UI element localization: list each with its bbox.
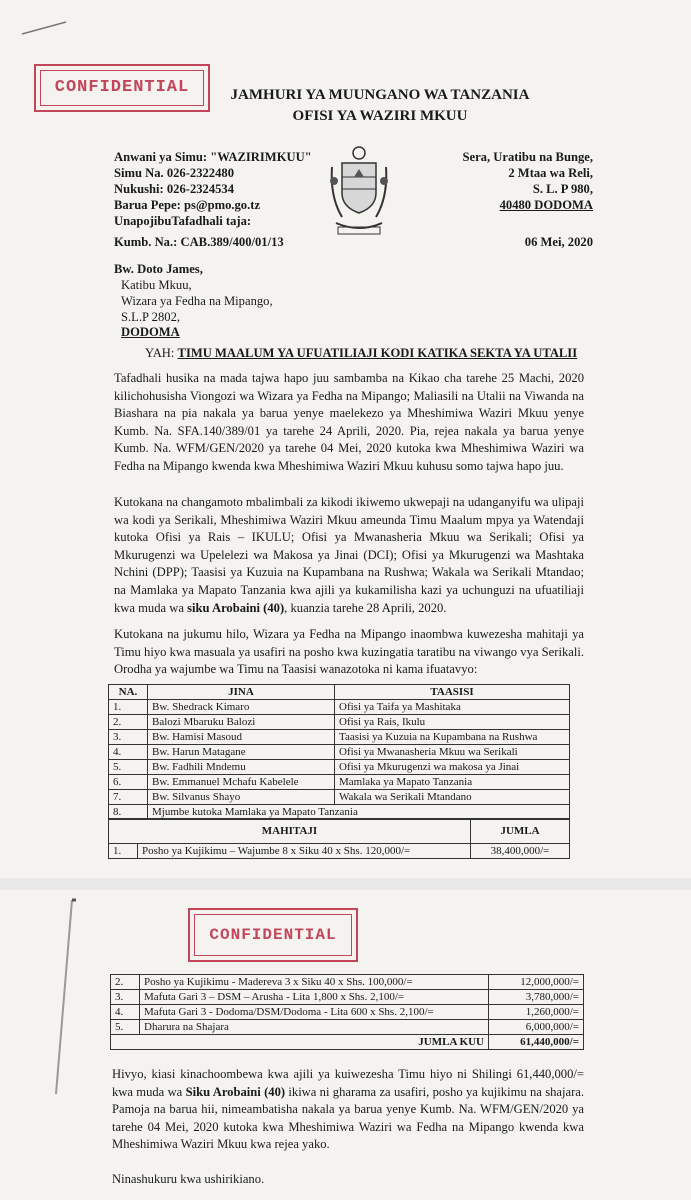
table-cell: 7.	[109, 790, 148, 805]
letter-date: 06 Mei, 2020	[524, 235, 593, 249]
table-cell: Mamlaka ya Mapato Tanzania	[335, 775, 570, 790]
paragraph-4-bold: Siku Arobaini (40)	[185, 1084, 286, 1099]
paragraph-4-start: Hivyo, kiasi kinachoombewa kwa ajili ya kuiwezesha Timu hiyo ni Shilingi 61,440,000/= kwa muda wa	[112, 1067, 584, 1099]
table-cell: Bw. Harun Matagane	[148, 745, 335, 760]
table-row	[109, 760, 570, 775]
letter-page-2	[0, 890, 691, 1200]
table-header: JUMLA	[471, 819, 570, 844]
paragraph-1: Tafadhali husika na mada tajwa hapo juu sambamba na Kikao cha tarehe 25 Machi, 2020 kilichohusisha Viongozi wa Wizara ya Fedha na Mipango; Maliasili na Utalii na Viwanda na Biashara na pia nakala ya barua yenye maelekezo ya Mheshimiwa Waziri Mkuu yenye Kumb. Na. SFA.140/389/01 ya tarehe 24 Aprili, 2020. Pia, rejea nakala ya barua yenye Kumb. Na. WFM/GEN/2020 ya tarehe 04 Mei, 2020 kutoka kwa Mheshimiwa Waziri wa Fedha na Mipango kwenda kwa Mheshimiwa Waziri Mkuu kuhusu somo tajwa hapo juu.	[114, 371, 584, 473]
table-cell: Mafuta Gari 3 – DSM – Arusha - Lita 1,800 x Shs. 2,100/=	[140, 990, 489, 1005]
table-cell: Mafuta Gari 3 - Dodoma/DSM/Dodoma - Lita 600 x Shs. 2,100/=	[140, 1005, 489, 1020]
paragraph-4-end: ikiwa ni gharama za usafiri, posho ya kujikimu na shajara. Pamoja na barua hii, nimeambatisha nakala ya barua yenye Kumb. Na. WFM/GEN/2020 ya tarehe 04 Mei, 2020 kutoka kwa Mheshimiwa Waziri wa Fedha na Mipango kwenda kwa Mheshimiwa Waziri Mkuu kwa rejea yako.	[112, 1084, 584, 1152]
table-cell: Ofisi ya Mwanasheria Mkuu wa Serikali	[335, 745, 570, 760]
contact-telegram: Anwani ya Simu: "WAZIRIMKUU"	[114, 150, 312, 164]
table-cell: Bw. Emmanuel Mchafu Kabelele	[148, 775, 335, 790]
table-row	[111, 990, 584, 1005]
addressee-ministry: Wizara ya Fedha na Mipango,	[121, 294, 273, 308]
coat-of-arms-icon	[328, 143, 390, 239]
contact-phone: Simu Na. 026-2322480	[114, 166, 234, 180]
contact-email: Barua Pepe: ps@pmo.go.tz	[114, 198, 261, 212]
table-cell: Ofisi ya Taifa ya Mashitaka	[335, 700, 570, 715]
total-label: JUMLA KUU	[111, 1035, 489, 1050]
paragraph-4	[112, 1066, 584, 1154]
table-row	[111, 1005, 584, 1020]
table-row	[109, 745, 570, 760]
table-cell: Bw. Shedrack Kimaro	[148, 700, 335, 715]
total-value: 61,440,000/=	[489, 1035, 584, 1050]
table-row	[109, 700, 570, 715]
table-row	[111, 975, 584, 990]
table-cell: Posho ya Kujikimu – Wajumbe 8 x Siku 40 x Shs. 120,000/=	[138, 844, 471, 859]
subject-line	[145, 346, 577, 361]
paragraph-2	[114, 494, 584, 617]
table-row	[109, 730, 570, 745]
needs-table	[108, 818, 570, 859]
confidential-stamp: CONFIDENTIAL	[188, 908, 358, 962]
addressee-title: Katibu Mkuu,	[121, 278, 192, 292]
table-cell: 4.	[111, 1005, 140, 1020]
table-header-row	[109, 685, 570, 700]
address-dept: Sera, Uratibu na Bunge,	[462, 150, 593, 164]
table-cell: Balozi Mbaruku Balozi	[148, 715, 335, 730]
page-gap	[0, 878, 691, 890]
table-cell: Bw. Silvanus Shayo	[148, 790, 335, 805]
pen-icon	[50, 898, 80, 1098]
table-cell: 2.	[109, 715, 148, 730]
contact-fax: Nukushi: 026-2324534	[114, 182, 235, 196]
table-cell: Dharura na Shajara	[140, 1020, 489, 1035]
table-total-row	[111, 1035, 584, 1050]
table-cell: Bw. Fadhili Mndemu	[148, 760, 335, 775]
table-cell: Posho ya Kujikimu - Madereva 3 x Siku 40 x Shs. 100,000/=	[140, 975, 489, 990]
header-republic: JAMHURI YA MUUNGANO WA TANZANIA	[230, 87, 530, 103]
table-cell: Ofisi ya Rais, Ikulu	[335, 715, 570, 730]
reference-number: Kumb. Na.: CAB.389/400/01/13	[114, 235, 284, 249]
table-cell: 3,780,000/=	[489, 990, 584, 1005]
table-row	[109, 715, 570, 730]
table-header: MAHITAJI	[109, 819, 471, 844]
address-city: 40480 DODOMA	[499, 198, 593, 212]
table-cell: 8.	[109, 805, 148, 820]
table-cell: 6,000,000/=	[489, 1020, 584, 1035]
table-cell: 1.	[109, 700, 148, 715]
header-office: OFISI YA WAZIRI MKUU	[292, 108, 468, 124]
table-header-row	[109, 819, 570, 844]
table-cell: Taasisi ya Kuzuia na Kupambana na Rushwa	[335, 730, 570, 745]
table-cell: Bw. Hamisi Masoud	[148, 730, 335, 745]
addressee-city: DODOMA	[121, 325, 180, 339]
table-cell: 12,000,000/=	[489, 975, 584, 990]
table-cell: 2.	[111, 975, 140, 990]
table-cell: 38,400,000/=	[471, 844, 570, 859]
needs-table-continued	[110, 974, 584, 1050]
paragraph-2-text: Kutokana na changamoto mbalimbali za kikodi ikiwemo ukwepaji na udanganyifu wa ulipaji wa kodi ya Serikali, Mheshimiwa Waziri Mkuu ameunda Timu Maalum mpya ya Watendaji kutoka Ofisi ya Rais – IKULU; Ofisi ya Mwanasheria Mkuu wa Serikali; Ofisi ya Mkurugenzi wa Upelelezi wa Makosa ya Jinai (DCI); Ofisi ya Mkurugenzi wa Mashtaka Nchini (DPP); Taasisi ya Kuzuia na Kupambana na Rushwa; Wakala wa Serikali Mtandao; na Mamlaka ya Mapato Tanzania kwa ajili ya kukamilisha kazi ya uchunguzi na ufuatiliaji kwa muda wa	[114, 495, 584, 615]
confidential-stamp: CONFIDENTIAL	[34, 64, 210, 112]
table-cell: 4.	[109, 745, 148, 760]
table-cell: 1.	[109, 844, 138, 859]
table-header: NA.	[109, 685, 148, 700]
table-row	[109, 790, 570, 805]
table-cell: 1,260,000/=	[489, 1005, 584, 1020]
table-cell: 6.	[109, 775, 148, 790]
table-row	[109, 775, 570, 790]
addressee-pobox: S.L.P 2802,	[121, 310, 181, 324]
pen-mark-icon	[20, 18, 70, 38]
addressee-name: Bw. Doto James,	[114, 262, 203, 276]
table-cell: 3.	[111, 990, 140, 1005]
paragraph-2-end: , kuanzia tarehe 28 Aprili, 2020.	[284, 600, 447, 615]
address-pobox: S. L. P 980,	[532, 182, 593, 196]
paragraph-2-bold: siku Arobaini (40)	[187, 600, 285, 615]
contact-reply-note: UnapojibuTafadhali taja:	[114, 214, 252, 228]
subject-text: TIMU MAALUM YA UFUATILIAJI KODI KATIKA SEKTA YA UTALII	[177, 346, 578, 360]
table-cell: 5.	[111, 1020, 140, 1035]
subject-prefix: YAH:	[145, 346, 178, 360]
table-cell: Ofisi ya Mkurugenzi wa makosa ya Jinai	[335, 760, 570, 775]
table-header: JINA	[148, 685, 335, 700]
table-cell: 5.	[109, 760, 148, 775]
table-cell: Mjumbe kutoka Mamlaka ya Mapato Tanzania	[148, 805, 570, 820]
paragraph-3: Kutokana na jukumu hilo, Wizara ya Fedha na Mipango inaombwa kuwezesha mahitaji ya Timu hiyo kwa masuala ya usafiri na posho kwa kuzingatia taratibu na viwango vya Serikali. Orodha ya wajumbe wa Timu na Taasisi wanazotoka ni kama ifuatavyo:	[114, 627, 584, 677]
table-cell: Wakala wa Serikali Mtandano	[335, 790, 570, 805]
members-table	[108, 684, 570, 820]
table-header: TAASISI	[335, 685, 570, 700]
table-cell: 3.	[109, 730, 148, 745]
closing-line: Ninashukuru kwa ushirikiano.	[112, 1172, 265, 1186]
table-row	[109, 844, 570, 859]
table-row	[111, 1020, 584, 1035]
address-street: 2 Mtaa wa Reli,	[508, 166, 593, 180]
